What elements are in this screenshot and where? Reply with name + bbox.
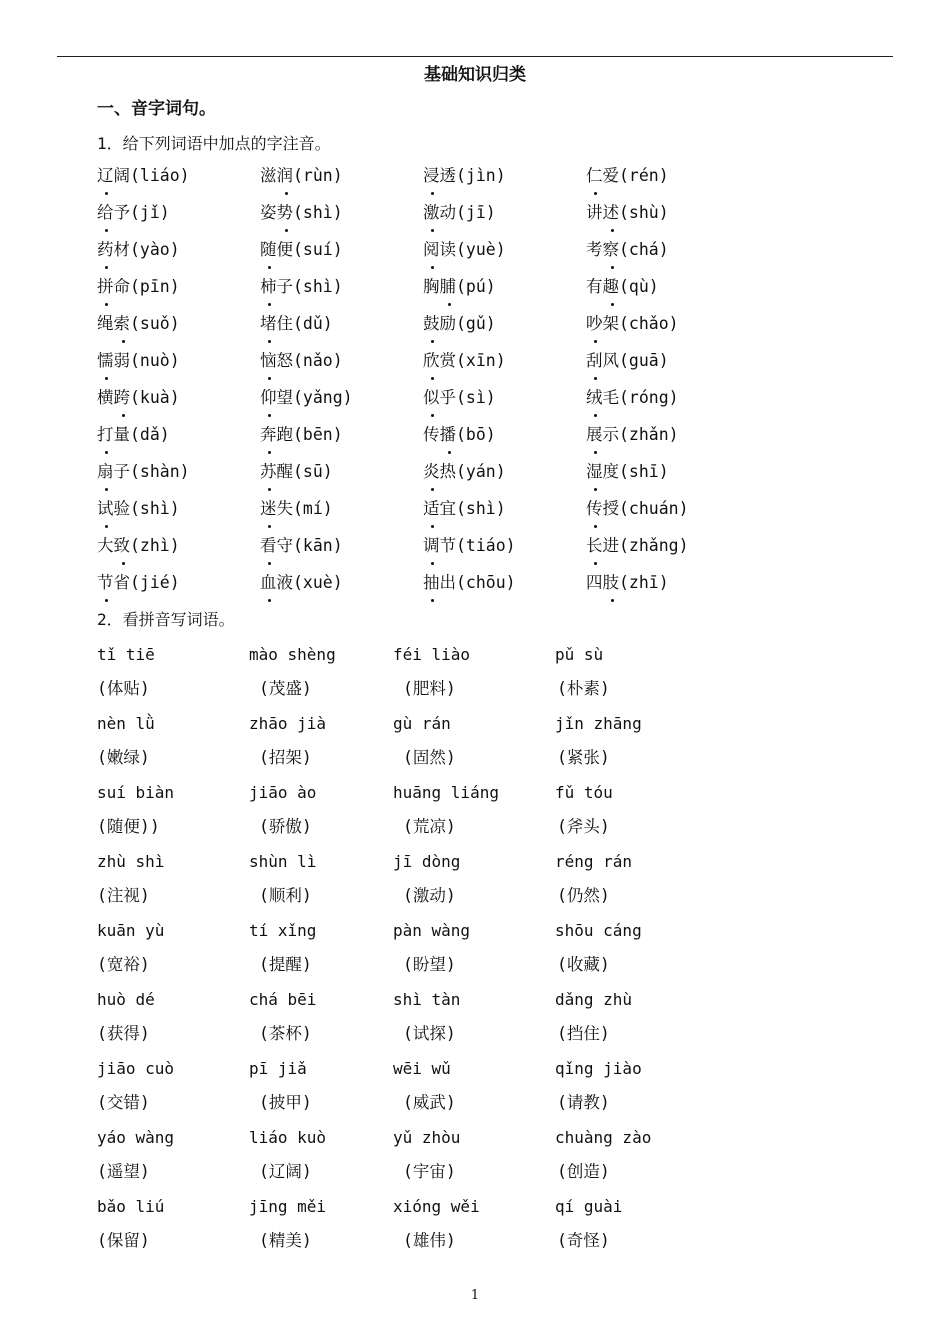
q1-word: 仰望(yǎng) xyxy=(260,388,353,407)
q1-word: 绳索(suǒ) xyxy=(97,314,180,333)
q1-word: 吵架(chǎo) xyxy=(586,314,679,333)
q2-answer: (试探) xyxy=(403,1024,456,1043)
q2-pinyin: mào shèng xyxy=(249,645,336,664)
q2-pinyin: kuān yù xyxy=(97,921,165,940)
q2-pinyin: liáo kuò xyxy=(249,1128,327,1147)
q2-pinyin: jīng měi xyxy=(249,1197,327,1216)
q1-word: 迷失(mí) xyxy=(260,499,333,518)
q2-answer: (注视) xyxy=(97,886,150,905)
emphasis-dot xyxy=(431,229,434,232)
q2-pinyin: dǎng zhù xyxy=(555,990,633,1009)
emphasis-dot xyxy=(594,377,597,380)
emphasis-dot xyxy=(105,488,108,491)
emphasis-dot xyxy=(268,303,271,306)
emphasis-dot xyxy=(594,525,597,528)
q1-word: 展示(zhǎn) xyxy=(586,425,679,444)
emphasis-dot xyxy=(105,303,108,306)
emphasis-dot xyxy=(268,451,271,454)
q2-pinyin: jī dòng xyxy=(393,852,461,871)
section-heading: 一、音字词句。 xyxy=(97,99,216,119)
q1-word: 传授(chuán) xyxy=(586,499,689,518)
emphasis-dot xyxy=(594,451,597,454)
emphasis-dot xyxy=(611,266,614,269)
emphasis-dot xyxy=(611,229,614,232)
q1-word: 药材(yào) xyxy=(97,240,180,259)
emphasis-dot xyxy=(431,488,434,491)
q2-pinyin: shōu cáng xyxy=(555,921,642,940)
q2-pinyin: suí biàn xyxy=(97,783,175,802)
emphasis-dot xyxy=(105,599,108,602)
emphasis-dot xyxy=(431,192,434,195)
q2-pinyin: yǔ zhòu xyxy=(393,1128,461,1147)
q1-word: 试验(shì) xyxy=(97,499,180,518)
q1-word: 长进(zhǎng) xyxy=(586,536,689,555)
emphasis-dot xyxy=(431,525,434,528)
q1-word: 四肢(zhī) xyxy=(586,573,669,592)
emphasis-dot xyxy=(122,340,125,343)
q2-answer: (嫩绿) xyxy=(97,748,150,767)
q1-word: 滋润(rùn) xyxy=(260,166,343,185)
q2-pinyin: pī jiǎ xyxy=(249,1059,307,1078)
q2-answer: (挡住) xyxy=(557,1024,610,1043)
emphasis-dot xyxy=(594,562,597,565)
q1-word: 辽阔(liáo) xyxy=(97,166,190,185)
q2-pinyin: zhù shì xyxy=(97,852,165,871)
q2-pinyin: tí xǐng xyxy=(249,921,317,940)
q2-pinyin: jǐn zhāng xyxy=(555,714,642,733)
emphasis-dot xyxy=(268,377,271,380)
q1-word: 扇子(shàn) xyxy=(97,462,190,481)
emphasis-dot xyxy=(105,266,108,269)
emphasis-dot xyxy=(431,266,434,269)
q2-pinyin: tǐ tiē xyxy=(97,645,155,664)
q2-pinyin: jiāo ào xyxy=(249,783,317,802)
emphasis-dot xyxy=(105,229,108,232)
q2-answer: (肥料) xyxy=(403,679,456,698)
q2-answer: (紧张) xyxy=(557,748,610,767)
emphasis-dot xyxy=(268,488,271,491)
emphasis-dot xyxy=(268,525,271,528)
q1-word: 打量(dǎ) xyxy=(97,425,170,444)
q2-answer: (遥望) xyxy=(97,1162,150,1181)
q2-pinyin: huāng liáng xyxy=(393,783,499,802)
q2-pinyin: jiāo cuò xyxy=(97,1059,175,1078)
q2-answer: (披甲) xyxy=(259,1093,312,1112)
emphasis-dot xyxy=(431,377,434,380)
q2-pinyin: nèn lǜ xyxy=(97,714,155,733)
emphasis-dot xyxy=(448,451,451,454)
emphasis-dot xyxy=(105,192,108,195)
emphasis-dot xyxy=(268,562,271,565)
emphasis-dot xyxy=(105,525,108,528)
emphasis-dot xyxy=(105,451,108,454)
q2-answer: (交错) xyxy=(97,1093,150,1112)
q1-word: 恼怒(nǎo) xyxy=(260,351,343,370)
q1-word: 懦弱(nuò) xyxy=(97,351,180,370)
q2-pinyin: féi liào xyxy=(393,645,471,664)
question-2-label: 2．看拼音写词语。 xyxy=(97,610,235,629)
emphasis-dot xyxy=(268,599,271,602)
page-number: 1 xyxy=(470,1288,480,1303)
q2-pinyin: shì tàn xyxy=(393,990,461,1009)
emphasis-dot xyxy=(431,562,434,565)
q2-pinyin: qǐng jiào xyxy=(555,1059,642,1078)
q2-answer: (宇宙) xyxy=(403,1162,456,1181)
q2-pinyin: pàn wàng xyxy=(393,921,471,940)
q2-answer: (朴素) xyxy=(557,679,610,698)
q2-answer: (宽裕) xyxy=(97,955,150,974)
q1-word: 考察(chá) xyxy=(586,240,669,259)
emphasis-dot xyxy=(122,414,125,417)
emphasis-dot xyxy=(448,303,451,306)
q2-answer: (顺利) xyxy=(259,886,312,905)
q2-pinyin: fǔ tóu xyxy=(555,783,613,802)
emphasis-dot xyxy=(122,562,125,565)
q2-answer: (招架) xyxy=(259,748,312,767)
page-title: 基础知识归类 xyxy=(424,65,526,85)
q2-pinyin: shùn lì xyxy=(249,852,317,871)
q2-answer: (提醒) xyxy=(259,955,312,974)
q1-word: 欣赏(xīn) xyxy=(423,351,506,370)
q2-answer: (盼望) xyxy=(403,955,456,974)
q2-answer: (荒凉) xyxy=(403,817,456,836)
q2-pinyin: wēi wǔ xyxy=(393,1059,451,1078)
q2-answer: (茂盛) xyxy=(259,679,312,698)
q2-pinyin: qí guài xyxy=(555,1197,623,1216)
q2-answer: (精美) xyxy=(259,1231,312,1250)
emphasis-dot xyxy=(611,303,614,306)
q2-pinyin: chá bēi xyxy=(249,990,317,1009)
q1-word: 仁爱(rén) xyxy=(586,166,669,185)
emphasis-dot xyxy=(285,229,288,232)
q1-word: 给予(jǐ) xyxy=(97,203,170,222)
q1-word: 似乎(sì) xyxy=(423,388,496,407)
q2-answer: (收藏) xyxy=(557,955,610,974)
emphasis-dot xyxy=(594,340,597,343)
q2-answer: (激动) xyxy=(403,886,456,905)
q1-word: 鼓励(gǔ) xyxy=(423,314,496,333)
q2-pinyin: yáo wàng xyxy=(97,1128,175,1147)
q2-answer: (保留) xyxy=(97,1231,150,1250)
emphasis-dot xyxy=(285,192,288,195)
q1-word: 胸脯(pú) xyxy=(423,277,496,296)
q2-answer: (斧头) xyxy=(557,817,610,836)
q1-word: 炎热(yán) xyxy=(423,462,506,481)
q2-answer: (辽阔) xyxy=(259,1162,312,1181)
q1-word: 浸透(jìn) xyxy=(423,166,506,185)
q1-word: 绒毛(róng) xyxy=(586,388,679,407)
q1-word: 节省(jié) xyxy=(97,573,180,592)
q2-answer: (仍然) xyxy=(557,886,610,905)
header-rule xyxy=(57,56,893,57)
emphasis-dot xyxy=(594,192,597,195)
q2-answer: (固然) xyxy=(403,748,456,767)
q2-pinyin: pǔ sù xyxy=(555,645,604,664)
q1-word: 抽出(chōu) xyxy=(423,573,516,592)
q2-pinyin: bǎo liú xyxy=(97,1197,165,1216)
q1-word: 血液(xuè) xyxy=(260,573,343,592)
q1-word: 横跨(kuà) xyxy=(97,388,180,407)
q2-answer: (奇怪) xyxy=(557,1231,610,1250)
q1-word: 传播(bō) xyxy=(423,425,496,444)
q1-word: 阅读(yuè) xyxy=(423,240,506,259)
q2-pinyin: réng rán xyxy=(555,852,633,871)
q2-pinyin: huò dé xyxy=(97,990,155,1009)
q1-word: 适宜(shì) xyxy=(423,499,506,518)
question-1-label: 1．给下列词语中加点的字注音。 xyxy=(97,134,331,153)
q2-answer: (雄伟) xyxy=(403,1231,456,1250)
q1-word: 奔跑(bēn) xyxy=(260,425,343,444)
q1-word: 大致(zhì) xyxy=(97,536,180,555)
emphasis-dot xyxy=(105,377,108,380)
q2-pinyin: chuàng zào xyxy=(555,1128,652,1147)
q1-word: 随便(suí) xyxy=(260,240,343,259)
q2-answer: (威武) xyxy=(403,1093,456,1112)
q2-answer: (获得) xyxy=(97,1024,150,1043)
emphasis-dot xyxy=(611,599,614,602)
q1-word: 湿度(shī) xyxy=(586,462,669,481)
q1-word: 有趣(qù) xyxy=(586,277,659,296)
q1-word: 刮风(guā) xyxy=(586,351,669,370)
q2-answer: (请教) xyxy=(557,1093,610,1112)
q1-word: 调节(tiáo) xyxy=(423,536,516,555)
q1-word: 拼命(pīn) xyxy=(97,277,180,296)
emphasis-dot xyxy=(268,340,271,343)
emphasis-dot xyxy=(431,599,434,602)
emphasis-dot xyxy=(594,414,597,417)
q1-word: 姿势(shì) xyxy=(260,203,343,222)
emphasis-dot xyxy=(431,414,434,417)
q1-word: 堵住(dǔ) xyxy=(260,314,333,333)
q2-answer: (茶杯) xyxy=(259,1024,312,1043)
q2-answer: (骄傲) xyxy=(259,817,312,836)
q1-word: 讲述(shù) xyxy=(586,203,669,222)
emphasis-dot xyxy=(594,488,597,491)
q1-word: 激动(jī) xyxy=(423,203,496,222)
emphasis-dot xyxy=(431,340,434,343)
q2-answer: (创造) xyxy=(557,1162,610,1181)
emphasis-dot xyxy=(268,266,271,269)
q2-pinyin: zhāo jià xyxy=(249,714,327,733)
q2-pinyin: gù rán xyxy=(393,714,451,733)
q1-word: 苏醒(sū) xyxy=(260,462,333,481)
q2-pinyin: xióng wěi xyxy=(393,1197,480,1216)
q1-word: 看守(kān) xyxy=(260,536,343,555)
q1-word: 柿子(shì) xyxy=(260,277,343,296)
emphasis-dot xyxy=(268,414,271,417)
q2-answer: (体贴) xyxy=(97,679,150,698)
q2-answer: (随便)) xyxy=(97,817,160,836)
